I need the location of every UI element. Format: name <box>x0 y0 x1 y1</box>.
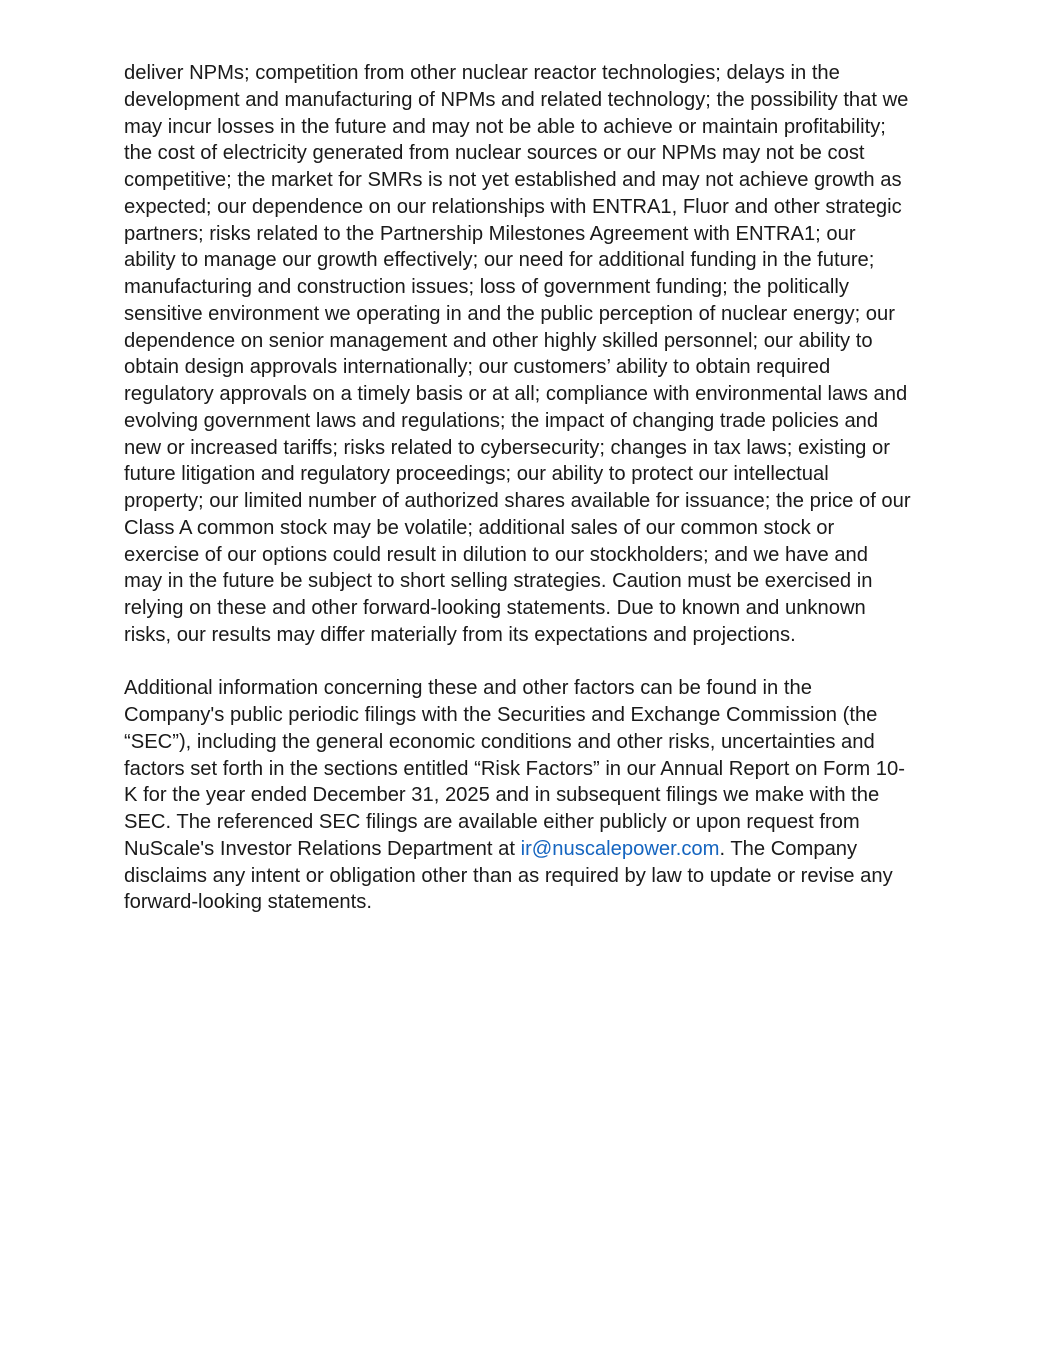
paragraph-spacer <box>124 649 944 676</box>
text-line: development and manufacturing of NPMs and related technology; the possibility that we <box>124 88 909 111</box>
text-line: SEC. The referenced SEC filings are available either publicly or upon request from <box>124 811 860 833</box>
text-line: may incur losses in the future and may not be able to achieve or maintain profitability; <box>124 115 886 138</box>
text-line: sensitive environment we operating in and the public perception of nuclear energy; our <box>124 302 895 325</box>
text-line: the cost of electricity generated from nuclear sources or our NPMs may not be cost <box>124 142 865 165</box>
text-line: deliver NPMs; competition from other nuclear reactor technologies; delays in the <box>124 62 840 84</box>
text-line: manufacturing and construction issues; loss of government funding; the politically <box>124 276 849 298</box>
text-line: evolving government laws and regulations; the impact of changing trade policies and <box>124 409 879 432</box>
text-line: relying on these and other forward-looking statements. Due to known and unknown <box>124 597 866 619</box>
text-line: factors set forth in the sections entitled “Risk Factors” in our Annual Report on Form 10- <box>124 757 905 780</box>
paragraph-tail-lines <box>124 863 944 917</box>
text-line: exercise of our options could result in dilution to our stockholders; and we have and <box>124 543 869 566</box>
email-line-prefix: NuScale's Investor Relations Department at <box>124 837 521 860</box>
text-line: “SEC”), including the general economic conditions and other risks, uncertainties and <box>124 730 875 753</box>
risk-factors-paragraph <box>124 60 944 649</box>
document-page <box>124 60 944 916</box>
text-line: may in the future be subject to short selling strategies. Caution must be exercised in <box>124 570 873 593</box>
text-line: regulatory approvals on a timely basis or at all; compliance with environmental laws and <box>124 383 908 405</box>
text-line: competitive; the market for SMRs is not yet established and may not achieve growth as <box>124 169 902 191</box>
text-line: Company's public periodic filings with the Securities and Exchange Commission (the <box>124 704 878 726</box>
text-line: future litigation and regulatory proceedings; our ability to protect our intellectual <box>124 463 829 486</box>
text-line: Class A common stock may be volatile; additional sales of our common stock or <box>124 516 835 539</box>
text-line: Additional information concerning these and other factors can be found in the <box>124 677 812 700</box>
paragraph-lines <box>124 675 944 836</box>
text-line: risks, our results may differ materially from its expectations and projections. <box>124 623 796 646</box>
text-line: property; our limited number of authorized shares available for issuance; the price of our <box>124 490 911 512</box>
text-line: dependence on senior management and other highly skilled personnel; our ability to <box>124 329 873 352</box>
text-line: partners; risks related to the Partnership Milestones Agreement with ENTRA1; our <box>124 222 856 245</box>
text-line: K for the year ended December 31, 2025 and in subsequent filings we make with the <box>124 784 880 807</box>
text-line: obtain design approvals internationally; our customers’ ability to obtain required <box>124 356 831 379</box>
text-line: new or increased tariffs; risks related to cybersecurity; changes in tax laws; existing or <box>124 436 890 459</box>
email-line <box>124 836 944 863</box>
text-line: expected; our dependence on our relationships with ENTRA1, Fluor and other strategic <box>124 195 902 218</box>
investor-relations-email-link[interactable]: ir@nuscalepower.com <box>520 837 720 860</box>
text-line: ability to manage our growth effectively; our need for additional funding in the future; <box>124 249 875 272</box>
text-line: disclaims any intent or obligation other than as required by law to update or revise any <box>124 864 893 887</box>
email-line-suffix: . The Company <box>719 837 858 860</box>
text-line: forward-looking statements. <box>124 891 372 914</box>
additional-information-paragraph <box>124 675 944 916</box>
